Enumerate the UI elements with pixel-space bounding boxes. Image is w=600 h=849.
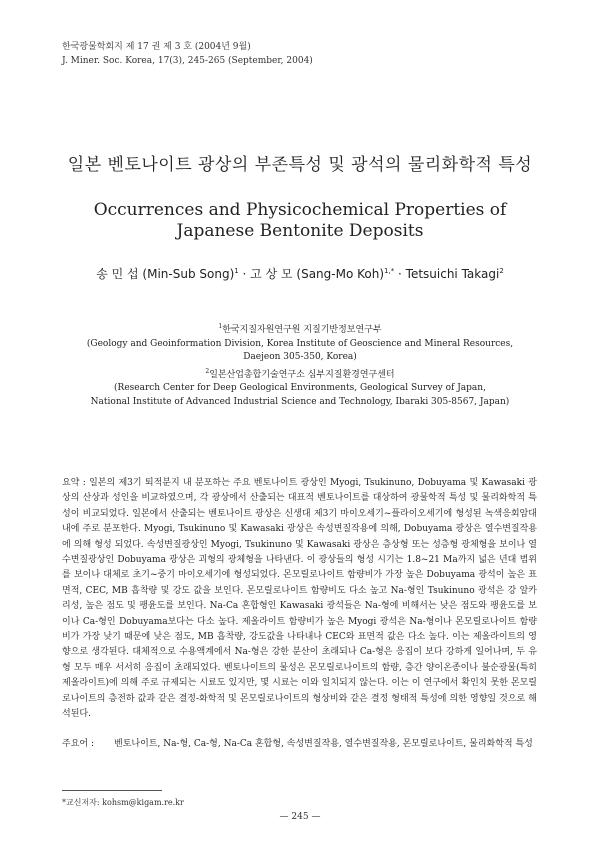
affiliation-2-en-line1: (Research Center for Deep Geological Environments, Geological Survey of Japan, [114,383,486,393]
keywords-label: 주요어 : [62,739,94,749]
affiliation-1-en-line1: (Geology and Geoinformation Division, Korea Institute of Geoscience and Mineral Resources, [86,338,514,349]
author-2: 고 상 모 (Sang-Mo Koh) [250,267,385,281]
author-3: Tetsuichi Takagi [405,267,500,281]
title-english [0,200,600,242]
affiliation-2-ko: $^2$일본산업총합기술연구소 심부지질환경연구센터 [205,367,395,380]
author-list [0,265,600,282]
author-separator: · [238,267,251,281]
affiliation-2-en-line2: National Institute of Advanced Industrial Science and Technology, Ibaraki 305-8567, Japan) [90,396,510,407]
page-number: — 245 — [279,812,321,822]
journal-header-ko: 한국광물학회지 제 17 권 제 3 호 (2004년 9월) [62,42,251,52]
author-separator: · [394,267,406,281]
author-2-sup: 1,* [384,267,395,275]
journal-header [62,40,313,68]
journal-header-en: J. Miner. Soc. Korea, 17(3), 245-265 (September, 2004) [62,56,313,66]
title-english-line1: Occurrences and Physicochemical Properties of [93,200,507,220]
affiliation-1-en-line2: Daejeon 305-350, Korea) [243,352,357,362]
affiliations [0,320,600,409]
author-3-sup: 2 [499,267,504,275]
keywords [62,737,537,752]
corresponding-author-footnote: *교신저자: kohsm@kigam.re.kr [62,798,184,807]
author-1: 송 민 섭 (Min-Sub Song) [96,267,235,281]
title-english-line2: Japanese Bentonite Deposits [176,221,424,241]
affiliation-1-ko: $^1$한국지질자원연구원 지질기반정보연구부 [218,323,382,335]
affiliation-2-sup: 2 [205,367,210,375]
title-korean: 일본 벤토나이트 광상의 부존특성 및 광석의 물리화학적 특성 [67,155,533,175]
abstract-text: 일본의 제3기 퇴적분지 내 분포하는 주요 벤토나이트 광상인 Myogi, Tsukinuno, Dobuyama 및 Kawasaki 광상의 산상과 성인을 비교하였으며, 각 광상에서 산출되는 대표적 벤토나이트를 대상하여 광물학적 특성 및 물리화학적 특성이 비교되었다. 일본에서 산출되는 벤토나이트 광상은 신생대 제3기 마이오세기~플라이오세기에 형성된 녹색응회암대 내에 주로 분포한다. Myogi, Tsukinuno 및 Kawasaki 광상은 속성변질작용에 의해, Dobuyama 광상은 열수변질작용에 의해 형성 되었다. 속성변질광상인 Myogi, Tsukinuno 및 Kawasaki 광상은 층상형 또는 성층형 광체형을 보이나 열수변질광상인 Dobuyama 광상은 괴형의 광체형을 나타낸다. 이 광상들의 형성 시기는 1.8~21 Ma까지 넓은 년대 범위를 보이나 대체로 초기~중기 마이오세기에 형성되었다. 몬모릴로나이트 함량비가 가장 높은 Dobuyama 광석이 높은 표면적, CEC, MB 흡착량 및 강도 값을 보인다. 몬모릴로나이트 함량비도 다소 높고 Na-형인 Tsukinuno 광석은 강 알카리성, 높은 점도 및 팽윤도를 보인다. Na-Ca 혼합형인 Kawasaki 광석들은 Na-형에 비해서는 낮은 점도와 팽윤도를 보이나 Ca-형인 Dobuyama보다는 다소 높다. 제올라이트 함량비가 높은 Myogi 광석은 Na-형이나 몬모릴로나이트 함량비가 가장 낮기 때문에 낮은 점도, MB 흡착량, 강도값을 나타내나 CEC와 표면적 값은 다소 높다. 이는 제올라이트의 영향으로 생각된다. 대체적으로 수용액계에서 Na-형은 강한 분산이 초래되나 Ca-형은 응집이 보다 강하게 일어나며, 두 유형 모두 매우 서서히 응집이 초래되었다. 벤토나이트의 물성은 몬모릴로나이트의 함량, 층간 양이온종이나 불순광물(특히 제올라이트)에 의해 주로 규제되는 시료도 있지만, 몇 시료는 이와 일치되지 않는다. 이는 이 연구에서 확인치 못한 몬모릴로나이트의 층전하 값과 같은 결정-화학적 및 몬모릴로나이트의 형상비와 같은 결정 형태적 특성에 의한 영향일 것으로 해석된다. [62,478,537,720]
author-1-sup: 1 [234,267,239,275]
abstract [62,476,537,723]
abstract-label: 요약 : [62,478,90,488]
footnote-divider [62,790,162,791]
affiliation-1-sup: 1 [218,323,223,330]
keywords-text: 벤토나이트, Na-형, Ca-형, Na-Ca 혼합형, 속성변질작용, 열수변질작용, 몬모릴로나이트, 물리화학적 특성 [114,739,533,749]
